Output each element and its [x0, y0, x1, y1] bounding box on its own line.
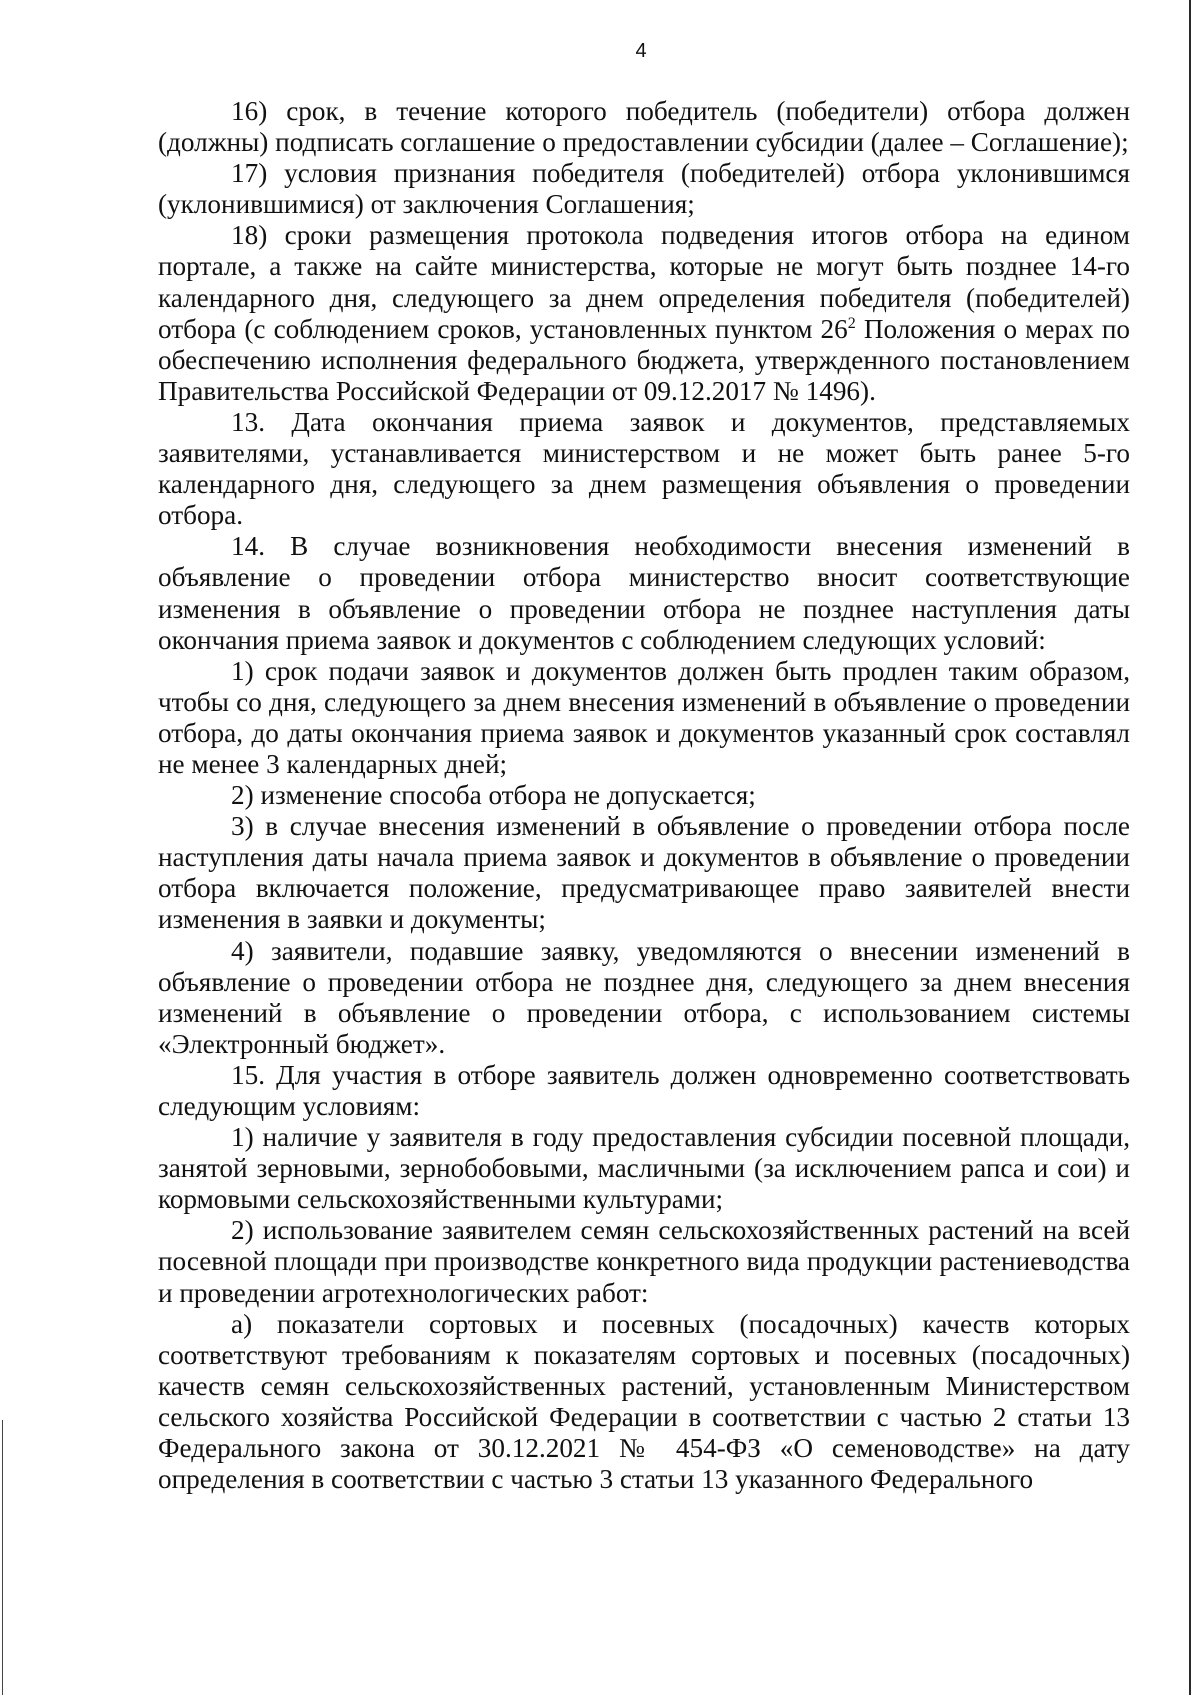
- paragraph-section-15: 15. Для участия в отборе заявитель должен одновременно соответствовать следующим условиям:: [158, 1059, 1130, 1121]
- superscript: 2: [847, 314, 856, 332]
- paragraph-item-18: [158, 220, 1130, 407]
- paragraph-section-13: 13. Дата окончания приема заявок и документов, представляемых заявителями, устанавливается министерством и не может быть ранее 5-го календарного дня, следующего за днем размещения объявления о проведении отбора.: [158, 406, 1130, 531]
- paragraph-14-item-2: 2) изменение способа отбора не допускается;: [231, 780, 756, 811]
- paragraph-14-item-1: 1) срок подачи заявок и документов должен быть продлен таким образом, чтобы со дня, следующего за днем внесения изменений в объявление о проведении отбора, до даты окончания приема заявок и документов указанный срок составлял не менее 3 календарных дней;: [158, 655, 1130, 779]
- paragraph-15-item-2: 2) использование заявителем семян сельскохозяйственных растений на всей посевной площади при производстве конкретного вида продукции растениеводства и проведении агротехнологических работ:: [158, 1215, 1130, 1308]
- paragraph-15-item-1: 1) наличие у заявителя в году предоставления субсидии посевной площади, занятой зерновыми, зернобобовыми, масличными (за исключением рапса и сои) и кормовыми сельскохозяйственными культурами;: [158, 1122, 1130, 1215]
- paragraph-item-17: 17) условия признания победителя (победителей) отбора уклонившимся (уклонившимися) от заключения Соглашения;: [158, 158, 1130, 220]
- paragraph-15-item-2a: а) показатели сортовых и посевных (посадочных) качеств которых соответствуют требованиям к показателям сортовых и посевных (посадочных) качеств семян сельскохозяйственных растений, установленным Министерством сельского хозяйства Российской Федерации в соответствии с частью 2 статьи 13 Федерального закона от 30.12.2021 № 454-ФЗ «О семеноводстве» на дату определения в соответствии с частью 3 статьи 13 указанного Федерального: [158, 1308, 1130, 1495]
- paragraph-item-16: 16) срок, в течение которого победитель (победители) отбора должен (должны) подписать соглашение о предоставлении субсидии (далее – Соглашение);: [158, 96, 1130, 158]
- scan-edge-left: [2, 1420, 3, 1695]
- paragraph-14-item-3: 3) в случае внесения изменений в объявление о проведении отбора после наступления даты начала приема заявок и документов в объявление о проведении отбора включается положение, предусматривающее право заявителей внести изменения в заявки и документы;: [158, 811, 1130, 935]
- paragraph-section-14: 14. В случае возникновения необходимости внесения изменений в объявление о проведении отбора министерство вносит соответствующие изменения в объявление о проведении отбора не позднее наступления даты окончания приема заявок и документов с соблюдением следующих условий:: [158, 531, 1130, 655]
- paragraph-text: 18) сроки размещения протокола подведения итогов отбора на едином портале, а также на сайте министерства, которые не могут быть позднее 14-го календарного дня, следующего за днем определения победителя (победителей) отбора (с соблюдением сроков, установленных пунктом 26: [158, 220, 1130, 344]
- page-number: 4: [635, 40, 647, 62]
- document-body: [158, 96, 1130, 1495]
- paragraph-14-item-4: 4) заявители, подавшие заявку, уведомляются о внесении изменений в объявление о проведении отбора не позднее дня, следующего за днем внесения изменений в объявление о проведении отбора, с использованием системы «Электронный бюджет».: [158, 935, 1130, 1059]
- scan-edge-right: [1189, 0, 1191, 1695]
- paragraph-text: Положения о мерах по обеспечению исполнения федерального бюджета, утвержденного постановлением Правительства Российской Федерации от 09.12.2017 № 1496).: [158, 313, 1130, 406]
